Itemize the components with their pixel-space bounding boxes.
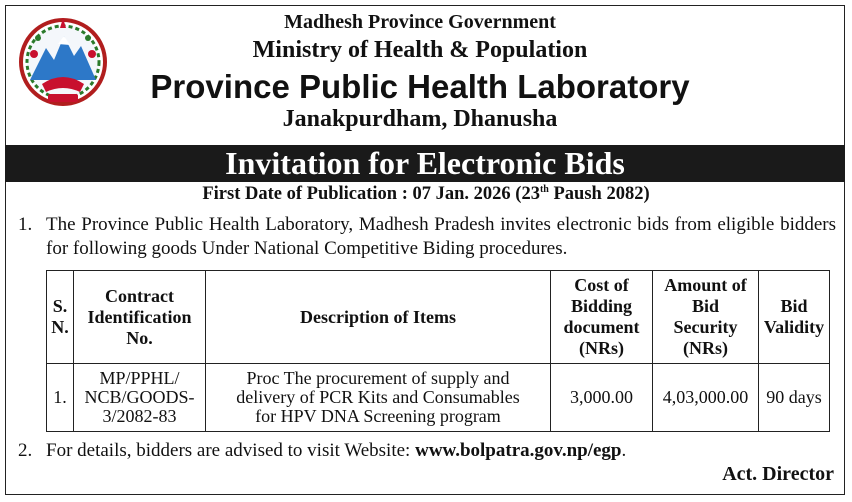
cell-cost: 3,000.00 xyxy=(551,364,653,432)
cell-validity: 90 days xyxy=(759,364,830,432)
paragraph-text: For details, bidders are advised to visit Website: xyxy=(46,440,416,461)
header-validity: Bid Validity xyxy=(759,271,830,364)
cell-contract-id: MP/PPHL/ NCB/GOODS- 3/2082-83 xyxy=(74,364,206,432)
notice-title: Invitation for Electronic Bids xyxy=(5,145,845,182)
office-location: Janakpurdham, Dhanusha xyxy=(282,106,558,132)
office-name: Province Public Health Laboratory xyxy=(150,68,690,105)
signature: Act. Director xyxy=(722,463,834,485)
website-link[interactable]: www.bolpatra.gov.np/egp xyxy=(415,440,622,461)
paragraph-2 xyxy=(18,440,626,462)
header-contract-id: Contract Identification No. xyxy=(74,271,206,364)
government-name: Madhesh Province Government xyxy=(284,11,556,33)
publication-label: First Date of Publication : xyxy=(202,184,408,205)
paragraph-suffix: . xyxy=(621,440,627,461)
bid-table xyxy=(46,270,830,432)
table-header-row xyxy=(47,271,830,364)
publication-date-superscript: th xyxy=(539,184,549,195)
cell-sn: 1. xyxy=(47,364,74,432)
paragraph-text: The Province Public Health Laboratory, Madhesh Pradesh invites electronic bids from eligible bidders for following goods Under National Competitive Biding procedures. xyxy=(46,214,836,259)
government-emblem-icon xyxy=(18,14,108,110)
paragraph-number: 2. xyxy=(18,440,33,461)
cell-description: Proc The procurement of supply and delivery of PCR Kits and Consumables for HPV DNA Screening program xyxy=(206,364,551,432)
table-row xyxy=(47,364,830,432)
header-description: Description of Items xyxy=(206,271,551,364)
ministry-name: Ministry of Health & Population xyxy=(252,37,588,63)
header-sn: S. N. xyxy=(47,271,74,364)
publication-date-line xyxy=(0,184,852,205)
publication-date-nepali: Paush 2082) xyxy=(548,184,650,205)
cell-security: 4,03,000.00 xyxy=(653,364,759,432)
header-cost: Cost of Bidding document (NRs) xyxy=(551,271,653,364)
publication-date: 07 Jan. 2026 (23 xyxy=(412,184,540,205)
paragraph-number: 1. xyxy=(18,214,33,235)
header-security: Amount of Bid Security (NRs) xyxy=(653,271,759,364)
